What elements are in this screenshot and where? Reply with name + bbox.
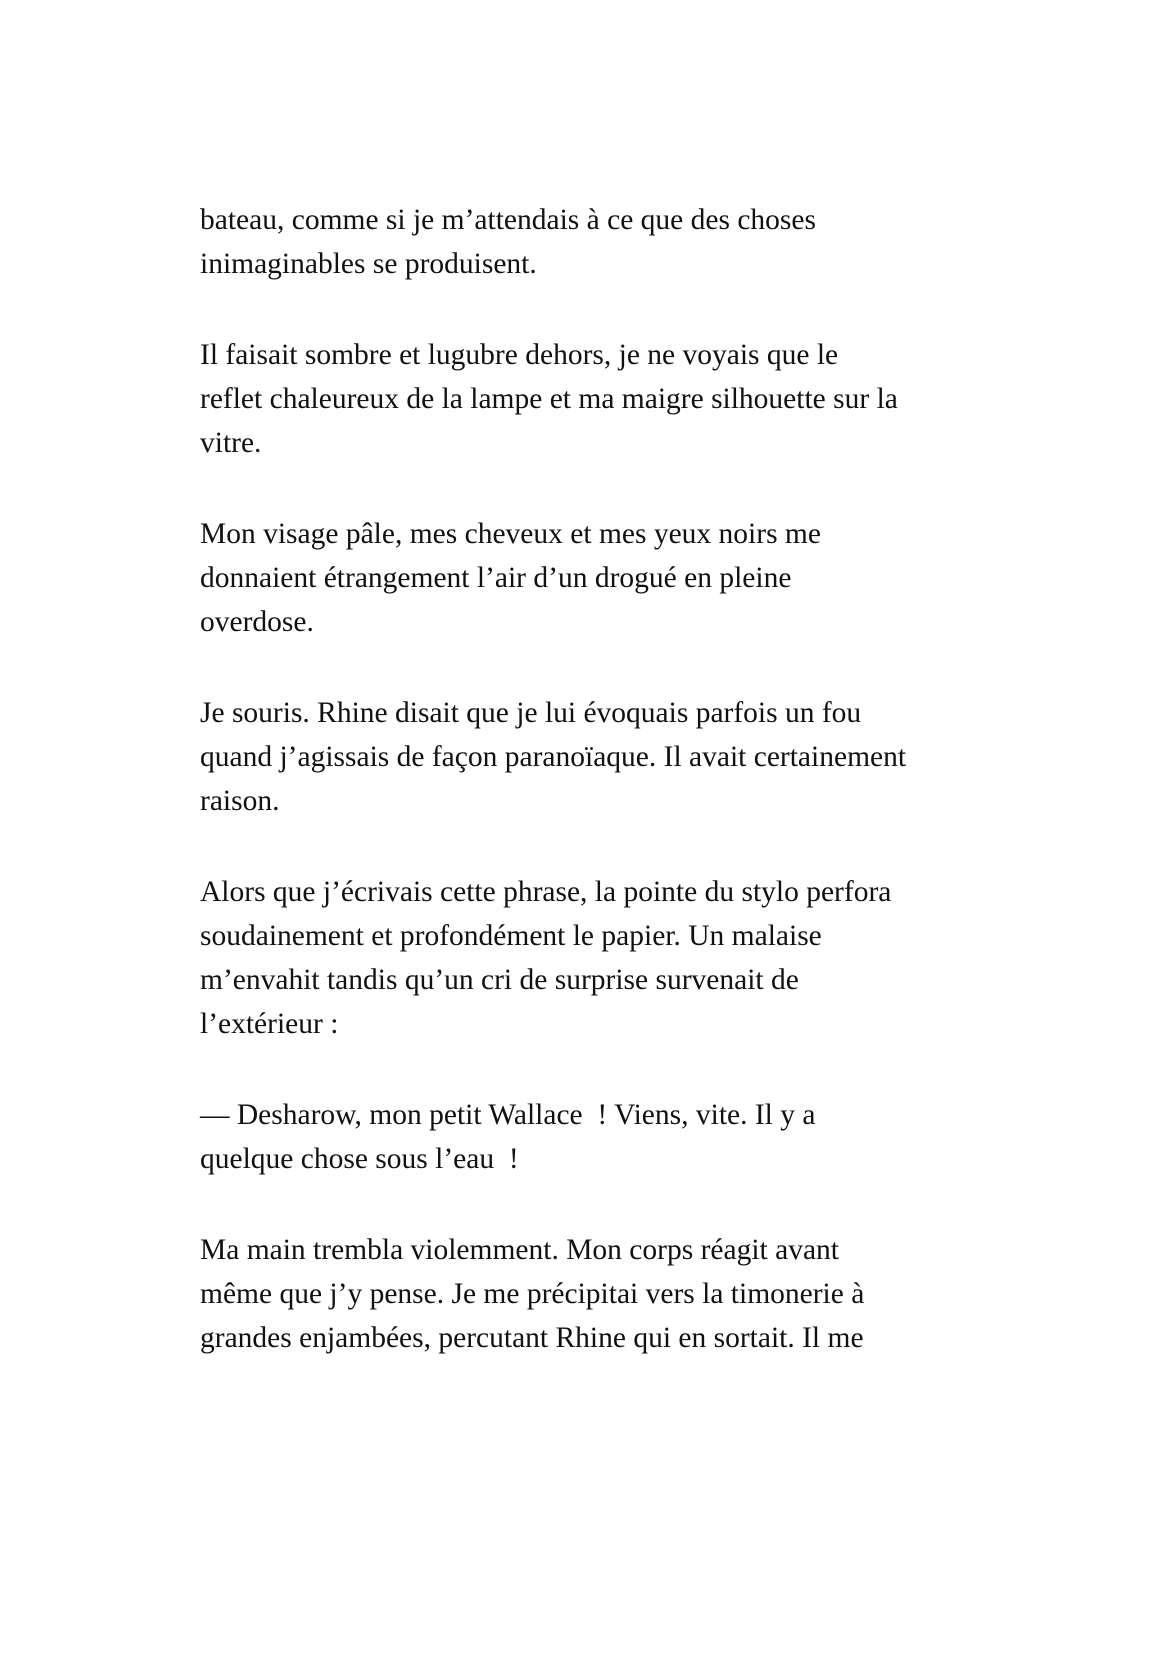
- paragraph: [200, 870, 1000, 1046]
- text-line: Alors que j’écrivais cette phrase, la pointe du stylo perfora: [200, 876, 892, 908]
- text-line: soudainement et profondément le papier. Un malaise: [200, 920, 822, 952]
- text-line: m’envahit tandis qu’un cri de surprise survenait de: [200, 964, 799, 996]
- text-line: bateau, comme si je m’attendais à ce que des choses: [200, 204, 816, 236]
- paragraph: [200, 333, 1000, 465]
- text-line: même que j’y pense. Je me précipitai vers la timonerie à: [200, 1278, 865, 1310]
- text-line: reflet chaleureux de la lampe et ma maigre silhouette sur la: [200, 383, 898, 415]
- text-line: inimaginables se produisent.: [200, 248, 537, 280]
- text-line: quelque chose sous l’eau !: [200, 1143, 519, 1175]
- text-line: Ma main trembla violemment. Mon corps réagit avant: [200, 1234, 839, 1266]
- body-text: [200, 198, 1000, 1407]
- text-line: donnaient étrangement l’air d’un drogué en pleine: [200, 562, 792, 594]
- text-line: Mon visage pâle, mes cheveux et mes yeux noirs me: [200, 518, 821, 550]
- text-line: — Desharow, mon petit Wallace ! Viens, vite. Il y a: [200, 1099, 816, 1131]
- text-line: grandes enjambées, percutant Rhine qui en sortait. Il me: [200, 1322, 864, 1354]
- text-line: raison.: [200, 785, 280, 817]
- paragraph: [200, 198, 1000, 286]
- paragraph: [200, 512, 1000, 644]
- paragraph: [200, 1228, 1000, 1360]
- text-line: quand j’agissais de façon paranoïaque. Il avait certainement: [200, 741, 907, 773]
- paragraph: [200, 691, 1000, 823]
- paragraph: [200, 1093, 1000, 1181]
- text-line: Il faisait sombre et lugubre dehors, je ne voyais que le: [200, 339, 839, 371]
- text-line: Je souris. Rhine disait que je lui évoquais parfois un fou: [200, 697, 862, 729]
- text-line: vitre.: [200, 427, 262, 459]
- text-line: overdose.: [200, 606, 314, 638]
- text-line: l’extérieur :: [200, 1008, 339, 1040]
